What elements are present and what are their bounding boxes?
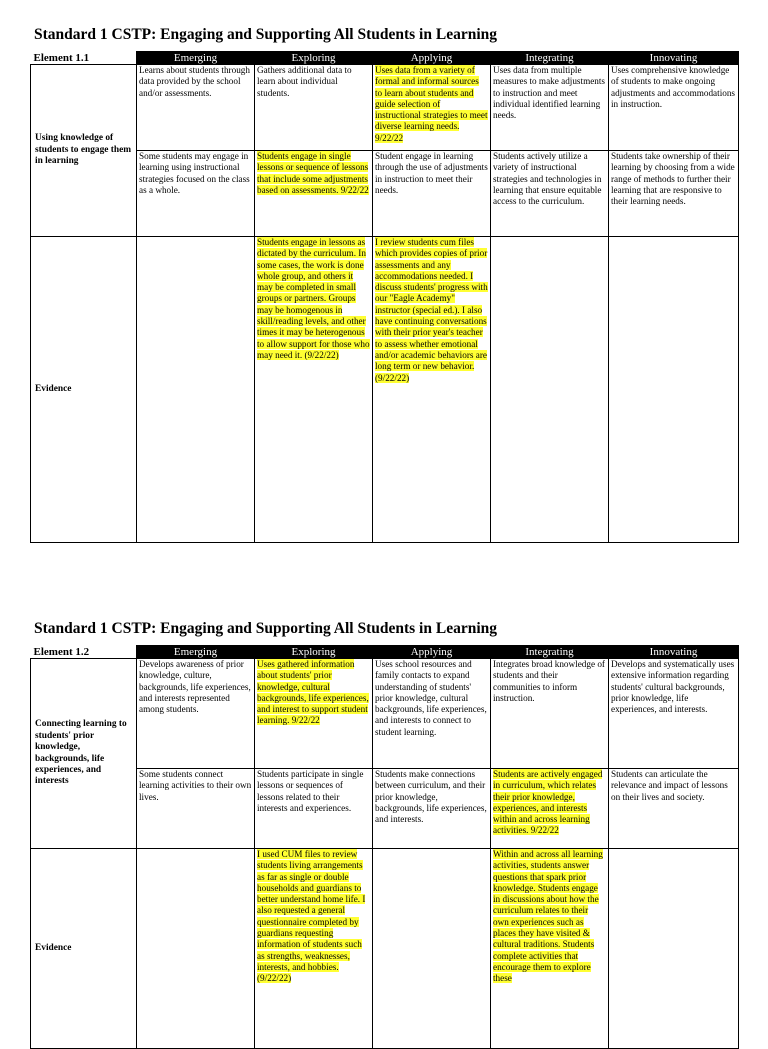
page-title: Standard 1 CSTP: Engaging and Supporting All Students in Learning bbox=[34, 26, 497, 43]
header-applying: Applying bbox=[373, 52, 491, 65]
cell-text: Uses data from multiple measures to make adjustments to instruction and meet individual identified learning needs. bbox=[493, 65, 606, 121]
cell-text: Students are actively engaged in curriculum, which relates their prior knowledge, experiences, and interests within and across learning activities. 9/22/22 bbox=[493, 769, 603, 836]
evidence-cell[interactable] bbox=[373, 849, 491, 1049]
table-cell bbox=[609, 769, 739, 849]
evidence-label: Evidence bbox=[31, 237, 137, 543]
cell-text: Students engage in single lessons or sequence of lessons that include some adjustments based on assessments. 9/22/22 bbox=[257, 151, 369, 195]
cell-text: Students make connections between curriculum, and their prior knowledge, backgrounds, life experiences, and interests. bbox=[375, 769, 487, 825]
cell-text: I used CUM files to review students living arrangements as far as single or double households and guardians to better understand home life. I also requested a general questionnaire completed by guardians requesting information of students such as strengths, weaknesses, interests, and hobbies. (9/22/22) bbox=[257, 849, 366, 984]
header-emerging: Emerging bbox=[137, 52, 255, 65]
table-cell bbox=[137, 151, 255, 237]
cell-text: I review students cum files which provides copies of prior assessments and any accommodations needed. I discuss students' progress with our "Eagle Academy" instructor (special ed.). I also have continuing conversations with their prior year's teacher to assess whether emotional and/or academic behaviors are long term or new behavior. (9/22/22) bbox=[375, 237, 488, 383]
header-integrating: Integrating bbox=[491, 646, 609, 659]
evidence-cell[interactable] bbox=[491, 849, 609, 1049]
section-element-1-1 bbox=[30, 25, 738, 543]
element-label: Element 1.2 bbox=[31, 646, 137, 659]
table-cell bbox=[137, 769, 255, 849]
evidence-row bbox=[31, 237, 739, 543]
cell-text: Students can articulate the relevance and impact of lessons on their lives and society. bbox=[611, 769, 728, 802]
evidence-cell[interactable] bbox=[137, 237, 255, 543]
cell-text: Uses data from a variety of formal and informal sources to learn about students and guide selection of instructional strategies to meet diverse learning needs. 9/22/22 bbox=[375, 65, 488, 143]
header-row bbox=[31, 52, 739, 65]
table-cell bbox=[255, 151, 373, 237]
cell-text: Students participate in single lessons or sequences of lessons related to their interests and experiences. bbox=[257, 769, 364, 813]
evidence-cell[interactable] bbox=[137, 849, 255, 1049]
table-cell bbox=[609, 659, 739, 769]
table-row bbox=[31, 151, 739, 237]
header-innovating: Innovating bbox=[609, 52, 739, 65]
cell-text: Students actively utilize a variety of instructional strategies and technologies in learning that ensure equitable access to the curriculum. bbox=[493, 151, 602, 207]
table-cell bbox=[373, 659, 491, 769]
header-exploring: Exploring bbox=[255, 52, 373, 65]
cell-text: Gathers additional data to learn about individual students. bbox=[257, 65, 352, 98]
cell-text: Students take ownership of their learning by choosing from a wide range of methods to further their learning that are responsive to their learning needs. bbox=[611, 151, 735, 207]
cell-text: Some students may engage in learning using instructional strategies focused on the class as a whole. bbox=[139, 151, 250, 195]
table-cell bbox=[373, 769, 491, 849]
evidence-cell[interactable] bbox=[373, 237, 491, 543]
table-cell bbox=[255, 65, 373, 151]
table-cell bbox=[373, 151, 491, 237]
evidence-cell[interactable] bbox=[609, 237, 739, 543]
cell-text: Uses comprehensive knowledge of students to make ongoing adjustments and accommodations in instruction. bbox=[611, 65, 736, 109]
cell-text: Students engage in lessons as dictated by the curriculum. In some cases, the work is done whole group, and others it may be completed in small groups or partners. Groups may be homogenous in skill/reading levels, and other times it may be heterogenous to allow support for those who may need it. (9/22/22) bbox=[257, 237, 370, 360]
cell-text: Uses school resources and family contacts to expand understanding of students' prior knowledge, cultural backgrounds, life experiences, and interests to connect to student learning. bbox=[375, 659, 487, 737]
cell-text: Integrates broad knowledge of students and their communities to inform instruction. bbox=[493, 659, 605, 703]
cell-text: Within and across all learning activities, students answer questions that spark prior knowledge. Students engage in discussions about how the curriculum relates to their own experiences such as places they have visited & cultural traditions. Students complete activities that encourage them to explore these bbox=[493, 849, 603, 984]
table-cell bbox=[255, 659, 373, 769]
table-row bbox=[31, 65, 739, 151]
rubric-table bbox=[30, 645, 739, 1049]
evidence-cell[interactable] bbox=[255, 237, 373, 543]
row-label: Using knowledge of students to engage them in learning bbox=[31, 65, 137, 237]
row-label: Connecting learning to students' prior knowledge, backgrounds, life experiences, and interests bbox=[31, 659, 137, 849]
table-cell bbox=[137, 659, 255, 769]
cell-text: Develops and systematically uses extensive information regarding students' cultural backgrounds, prior knowledge, life experiences, and interests. bbox=[611, 659, 735, 715]
header-row bbox=[31, 646, 739, 659]
header-integrating: Integrating bbox=[491, 52, 609, 65]
cell-text: Learns about students through data provided by the school and/or assessments. bbox=[139, 65, 250, 98]
table-cell bbox=[137, 65, 255, 151]
table-cell bbox=[491, 659, 609, 769]
evidence-cell[interactable] bbox=[255, 849, 373, 1049]
table-row bbox=[31, 769, 739, 849]
header-exploring: Exploring bbox=[255, 646, 373, 659]
table-cell bbox=[255, 769, 373, 849]
table-row bbox=[31, 659, 739, 769]
page-title: Standard 1 CSTP: Engaging and Supporting All Students in Learning bbox=[34, 620, 497, 637]
table-cell bbox=[373, 65, 491, 151]
table-cell bbox=[491, 769, 609, 849]
evidence-cell[interactable] bbox=[609, 849, 739, 1049]
element-label: Element 1.1 bbox=[31, 52, 137, 65]
cell-text: Student engage in learning through the use of adjustments in instruction to meet their needs. bbox=[375, 151, 488, 195]
evidence-cell[interactable] bbox=[491, 237, 609, 543]
section-element-1-2 bbox=[30, 619, 738, 1049]
table-cell bbox=[491, 151, 609, 237]
header-emerging: Emerging bbox=[137, 646, 255, 659]
table-cell bbox=[609, 151, 739, 237]
cell-text: Uses gathered information about students' prior knowledge, cultural backgrounds, life experiences, and interest to support student learning. 9/22/22 bbox=[257, 659, 369, 726]
header-innovating: Innovating bbox=[609, 646, 739, 659]
table-cell bbox=[609, 65, 739, 151]
evidence-row bbox=[31, 849, 739, 1049]
rubric-table bbox=[30, 51, 739, 543]
table-cell bbox=[491, 65, 609, 151]
header-applying: Applying bbox=[373, 646, 491, 659]
cell-text: Develops awareness of prior knowledge, culture, backgrounds, life experiences, and interests represented among students. bbox=[139, 659, 251, 715]
evidence-label: Evidence bbox=[31, 849, 137, 1049]
cell-text: Some students connect learning activities to their own lives. bbox=[139, 769, 252, 802]
